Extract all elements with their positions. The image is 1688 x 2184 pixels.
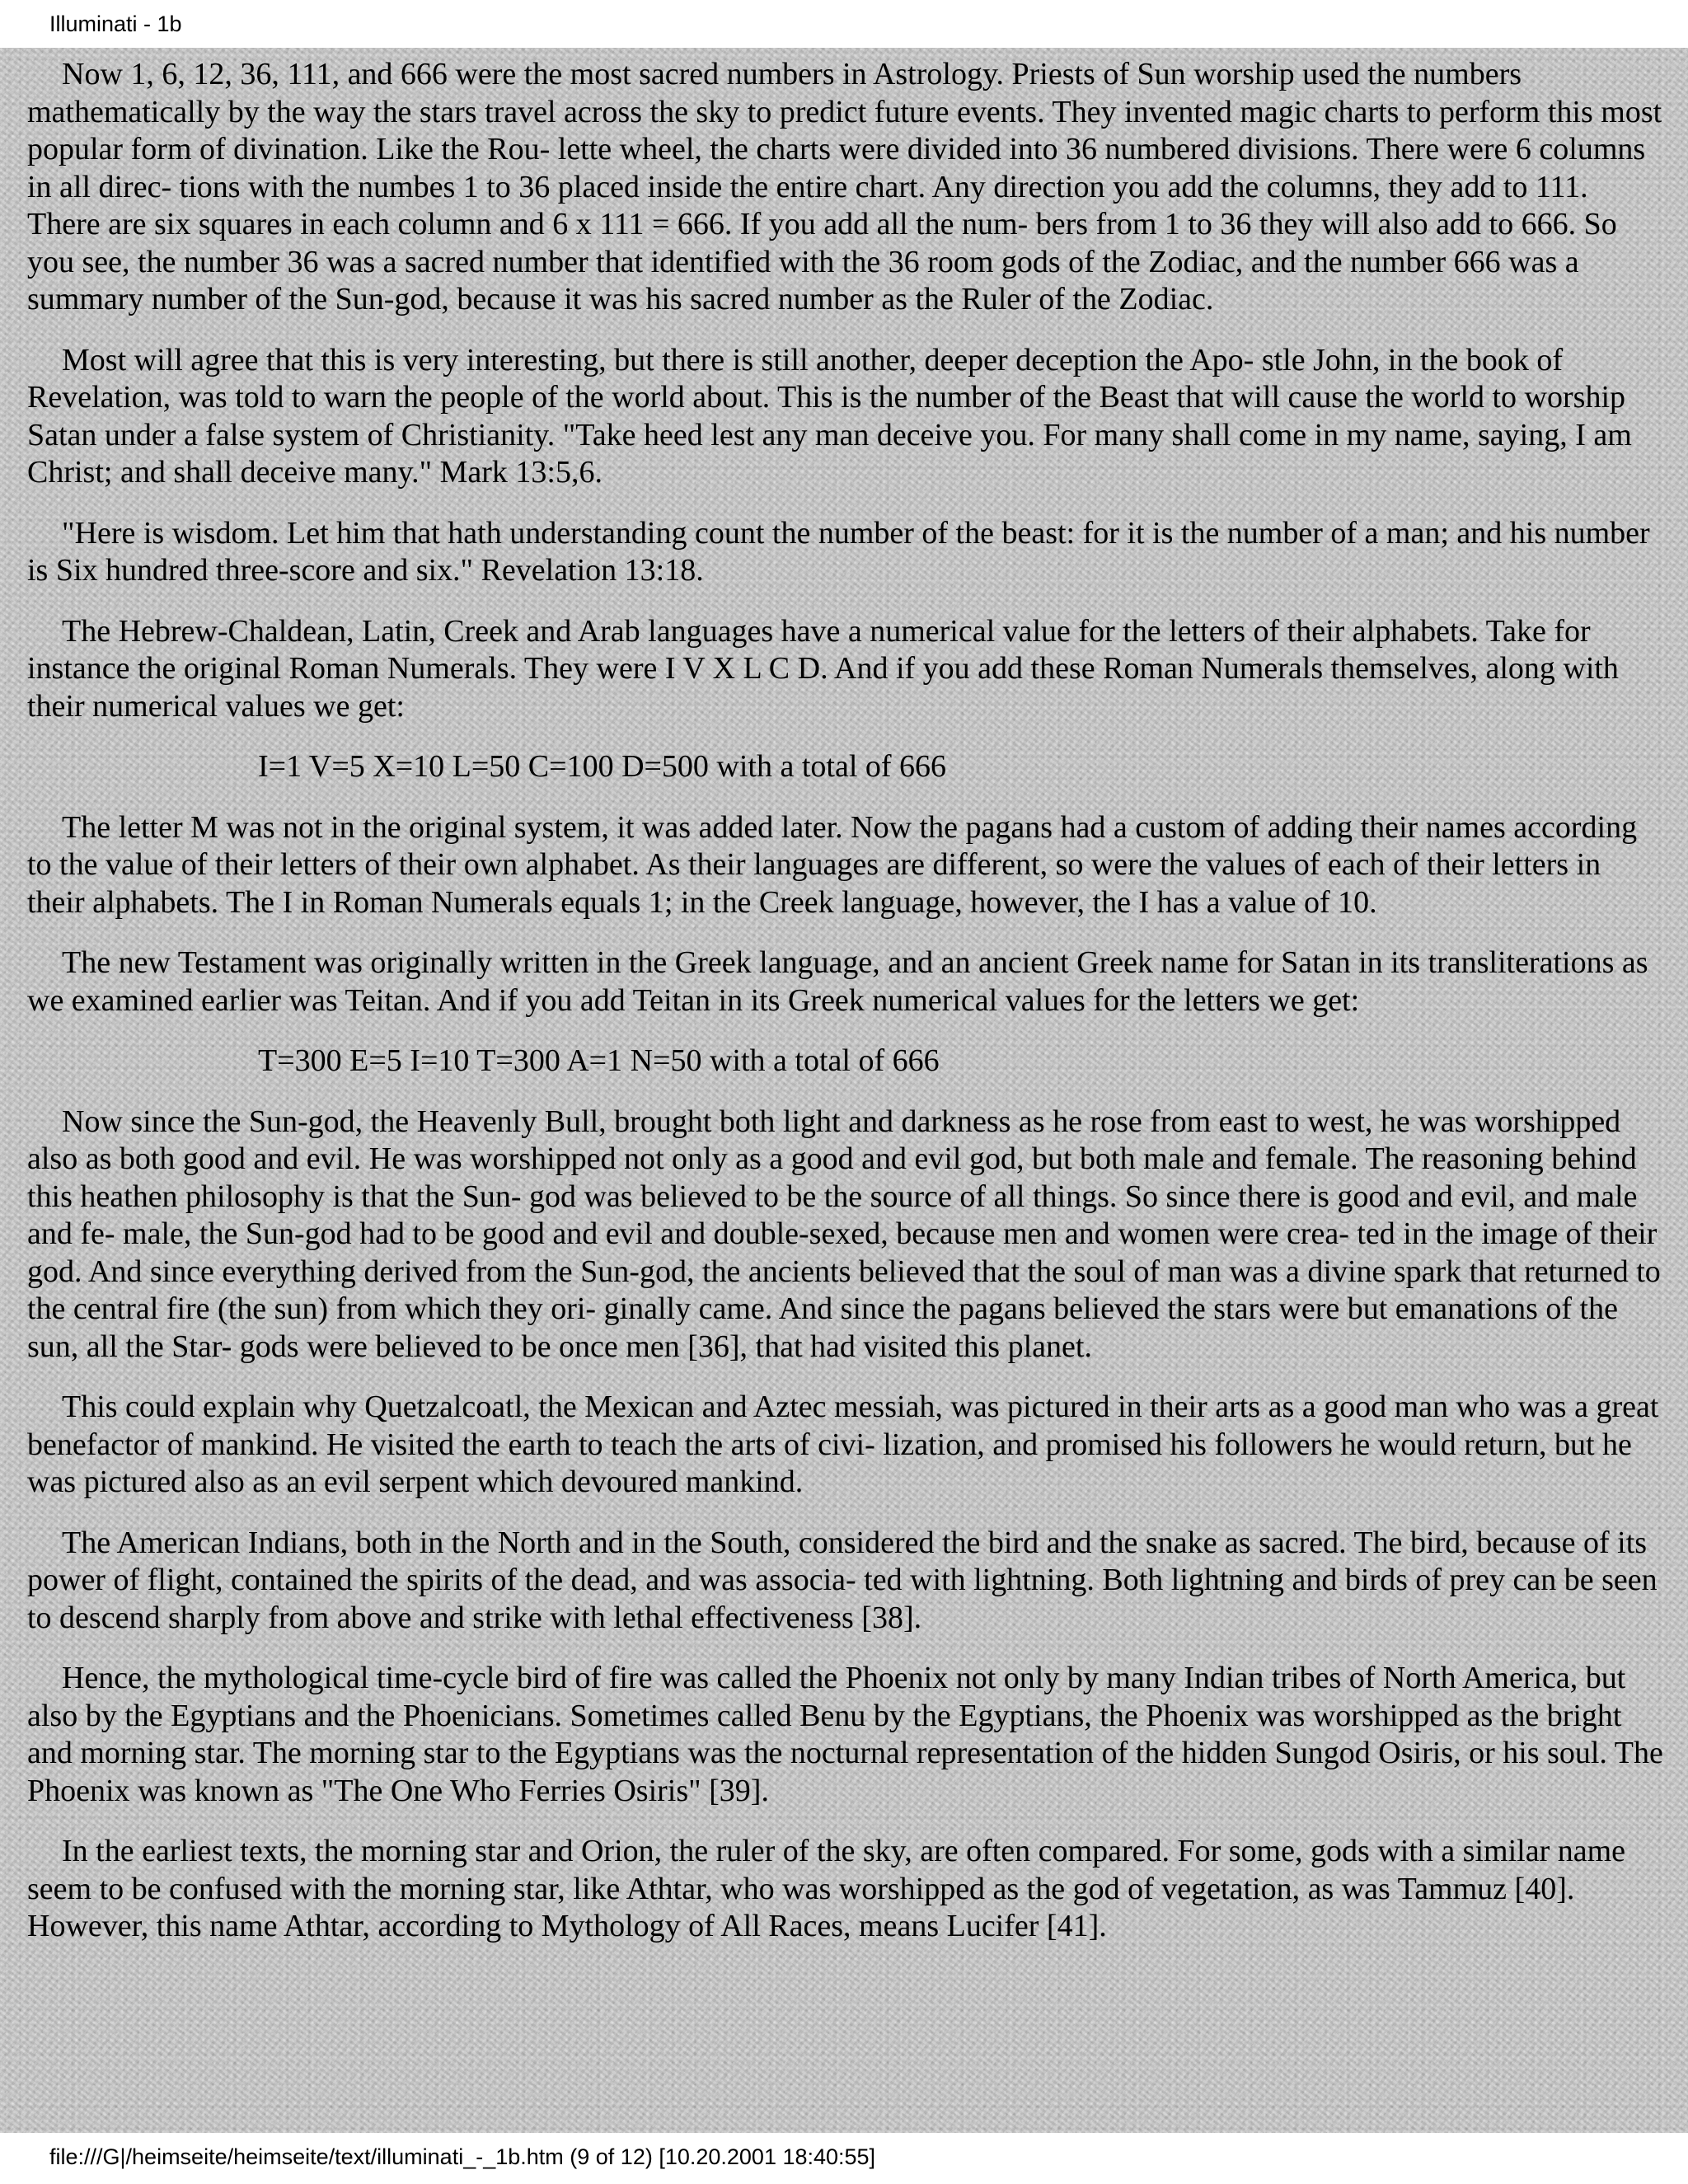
paragraph-numerical-values: The Hebrew-Chaldean, Latin, Creek and Arab languages have a numerical value for the letters of their alphabets. Take for instance the original Roman Numerals. They were I V X L C D. And if you add these Roman Numerals themselves, along with their numerical values we get: [27,613,1619,724]
file-path: file:///G|/heimseite/heimseite/text/illuminati_-_1b.htm (9 of 12) [10.20.2001 18:40:55] [49,2144,876,2169]
paragraph-deeper-deception: Most will agree that this is very interesting, but there is still another, deeper deception the Apo- stle John, in the book of Revelation, was told to warn the people of the world about. This is the number of the Beast that will cause the world to worship Satan under a false system of Christianity. "Take heed lest any man deceive you. For many shall come in my name, saying, I am Christ; and shall deceive many." Mark 13:5,6. [27,342,1632,490]
paragraph-letter-m: The letter M was not in the original system, it was added later. Now the pagans had a custom of adding their names according to the value of their letters of their own alphabet. As their languages are different, so were the values of each of their letters in their alphabets. The I in Roman Numerals equals 1; in the Creek language, however, the I has a value of 10. [27,809,1638,920]
paragraph-morning-star: In the earliest texts, the morning star and Orion, the ruler of the sky, are often compared. For some, gods with a similar name seem to be confused with the morning star, like Athtar, who was worshipped as the god of vegetation, as was Tammuz [40]. However, this name Athtar, according to Mythology of All Races, means Lucifer [41]. [27,1834,1626,1943]
paragraph-quetzalcoatl: This could explain why Quetzalcoatl, the Mexican and Aztec messiah, was pictured in their arts as a good man who was a great benefactor of mankind. He visited the earth to teach the arts of civi- lization, and promised his followers he would return, but he was pictured also as an evil serpent which devoured mankind. [27,1390,1659,1499]
paragraph-greek-teitan: The new Testament was originally written in the Greek language, and an ancient Greek name for Satan in its transliterations as we examined earlier was Teitan. And if you add Teitan in its Greek numerical values for the letters we get: [27,945,1648,1018]
article-text [27,56,1663,1969]
paragraph-american-indians: The American Indians, both in the North and in the South, considered the bird and the snake as sacred. The bird, because of its power of flight, contained the spirits of the dead, and was associa- ted with lightning. Both lightning and birds of prey can be seen to descend sharply from above and strike with lethal effectiveness [38]. [27,1525,1658,1635]
paragraph-sacred-numbers: Now 1, 6, 12, 36, 111, and 666 were the most sacred numbers in Astrology. Priests of Sun worship used the numbers mathematically by the way the stars travel across the sky to predict future events. They invented magic charts to perform this most popular form of divination. Like the Rou- lette wheel, the charts were divided into 36 numbered divisions. There were 6 columns in all direc- tions with the numbes 1 to 36 placed inside the entire chart. Any direction you add the columns, they add to 111. There are six squares in each column and 6 x 111 = 666. If you add all the num- bers from 1 to 36 they will also add to 666. So you see, the number 36 was a sacred number that identified with the 36 room gods of the Zodiac, and the number 666 was a summary number of the Sun-god, because it was his sacred number as the Ruler of the Zodiac. [27,57,1662,316]
document-body [0,48,1688,2133]
paragraph-sun-god: Now since the Sun-god, the Heavenly Bull, brought both light and darkness as he rose from east to west, he was worshipped also as both good and evil. He was worshipped not only as a good and evil god, but both male and female. The reasoning behind this heathen philosophy is that the Sun- god was believed to be the source of all things. So since there is good and evil, and male and fe- male, the Sun-god had to be good and evil and double-sexed, because men and women were crea- ted in the image of their god. And since everything derived from the Sun-god, the ancients believed that the soul of man was a divine spark that returned to the central fire (the sun) from which they ori- ginally came. And since the pagans believed the stars were but emanations of the sun, all the Star- gods were believed to be once men [36], that had visited this planet. [27,1104,1661,1364]
page-title: Illuminati - 1b [49,12,182,36]
paragraph-phoenix: Hence, the mythological time-cycle bird of fire was called the Phoenix not only by many Indian tribes of North America, but also by the Egyptians and the Phoenicians. Sometimes called Benu by the Egyptians, the Phoenix was worshipped as the bright and morning star. The morning star to the Egyptians was the nocturnal representation of the hidden Sungod Osiris, or his soul. The Phoenix was known as "The One Who Ferries Osiris" [39]. [27,1661,1663,1808]
roman-numerals-equation: I=1 V=5 X=10 L=50 C=100 D=500 with a total of 666 [258,749,947,784]
teitan-equation: T=300 E=5 I=10 T=300 A=1 N=50 with a total of 666 [258,1043,940,1078]
paragraph-revelation-quote: "Here is wisdom. Let him that hath understanding count the number of the beast: for it is the number of a man; and his number is Six hundred three-score and six." Revelation 13:18. [27,515,1650,588]
page-footer [0,2133,1688,2184]
page-header [0,0,1688,48]
